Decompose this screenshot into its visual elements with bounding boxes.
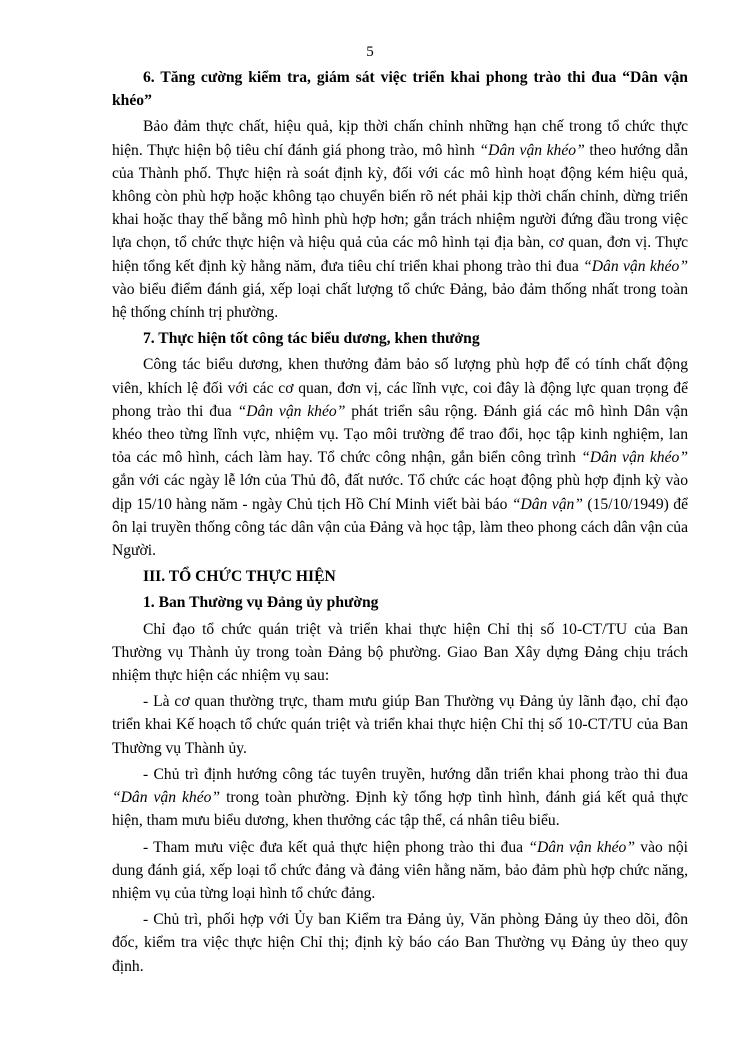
body-paragraph xyxy=(112,690,688,760)
text-run: (15/10/1949) để ôn lại truyền thống công tác dân vận của Đảng và học tập, làm theo phong cách dân vận của Người. xyxy=(112,495,688,560)
text-run: - Chủ trì, phối hợp với Ủy ban Kiểm tra Đảng ủy, Văn phòng Đảng ủy theo dõi, đôn đốc, kiểm tra việc thực hiện Chỉ thị; định kỳ báo cáo Ban Thường vụ Đảng ủy theo quy định. xyxy=(112,911,688,975)
text-run: Bảo đảm thực chất, hiệu quả, kịp thời chấn chỉnh những hạn chế trong tổ chức thực hiện. Thực hiện bộ tiêu chí đánh giá phong trào, mô hình xyxy=(112,118,688,159)
italic-quote: “Dân vận khéo” xyxy=(528,838,636,856)
document-body xyxy=(112,66,688,981)
text-run: Công tác biểu dương, khen thưởng đảm bảo số lượng phù hợp để có tính chất động viên, khích lệ đối với các cơ quan, đơn vị, các lĩnh vực, coi đây là động lực quan trọng để phong trào thi đua xyxy=(112,356,688,420)
italic-quote: “Dân vận khéo” xyxy=(237,402,346,420)
italic-quote: “Dân vận” xyxy=(511,495,583,513)
body-paragraph xyxy=(112,115,688,324)
text-run: vào nội dung đánh giá, xếp loại tổ chức đảng và đảng viên hằng năm, bảo đảm phù hợp chức năng, nhiệm vụ của từng loại hình tổ chức đảng. xyxy=(112,838,688,902)
section-heading: 7. Thực hiện tốt công tác biểu dương, khen thưởng xyxy=(143,330,480,348)
body-paragraph xyxy=(112,353,688,562)
section-heading: III. TỔ CHỨC THỰC HIỆN xyxy=(143,568,336,586)
text-run: gắn với các ngày lễ lớn của Thủ đô, đất nước. Tổ chức các hoạt động phù hợp định kỳ vào dịp 15/10 hàng năm - ngày Chủ tịch Hồ Chí Minh viết bài báo xyxy=(112,472,688,513)
text-run: theo hướng dẫn của Thành phố. Thực hiện rà soát định kỳ, đối với các mô hình hoạt động kém hiệu quả, không còn phù hợp hoặc không tạo chuyển biến rõ nét phải kịp thời chấn chỉnh, dừng triển khai hoặc thay thế bằng mô hình phù hợp hơn; gắn trách nhiệm người đứng đầu trong việc lựa chọn, tổ chức thực hiện và hiệu quả của các mô hình tại địa bàn, cơ quan, đơn vị. Thực hiện tổng kết định kỳ hằng năm, đưa tiêu chí triển khai phong trào thi đua xyxy=(112,141,689,275)
italic-quote: “Dân vận khéo” xyxy=(112,789,221,807)
body-paragraph xyxy=(112,618,688,688)
section-heading: 1. Ban Thường vụ Đảng ủy phường xyxy=(143,594,379,612)
italic-quote: “Dân vận khéo” xyxy=(479,141,585,159)
text-run: - Chủ trì định hướng công tác tuyên truyền, hướng dẫn triển khai phong trào thi đua xyxy=(143,765,688,783)
text-run: Chỉ đạo tổ chức quán triệt và triển khai thực hiện Chỉ thị số 10-CT/TU của Ban Thường vụ Thành ủy trong toàn Đảng bộ phường. Giao Ban Xây dựng Đảng chịu trách nhiệm thực hiện các nhiệm vụ sau: xyxy=(112,620,688,685)
italic-quote: “Dân vận khéo” xyxy=(581,449,688,467)
page-number: 5 xyxy=(366,44,374,60)
text-run: phát triển sâu rộng. Đánh giá các mô hình Dân vận khéo theo từng lĩnh vực, nhiệm vụ. Tạo môi trường để trao đổi, học tập kinh nghiệm, lan tỏa các mô hình, cách làm hay. Tổ chức công nhận, gắn biển công trình xyxy=(112,402,688,467)
body-paragraph xyxy=(112,763,688,833)
text-run: - Tham mưu việc đưa kết quả thực hiện phong trào thi đua xyxy=(143,838,529,856)
italic-quote: “Dân vận khéo” xyxy=(583,257,688,275)
body-paragraph xyxy=(112,908,688,978)
text-run: trong toàn phường. Định kỳ tổng hợp tình hình, đánh giá kết quả thực hiện, tham mưu biểu dương, khen thưởng các tập thể, cá nhân tiêu biểu. xyxy=(112,789,688,830)
section-heading: 6. Tăng cường kiểm tra, giám sát việc triển khai phong trào thi đua “Dân vận khéo” xyxy=(112,69,688,110)
text-run: vào biểu điểm đánh giá, xếp loại chất lượng tổ chức Đảng, bảo đảm thống nhất trong toàn hệ thống chính trị phường. xyxy=(112,280,688,322)
text-run: - Là cơ quan thường trực, tham mưu giúp Ban Thường vụ Đảng ủy lãnh đạo, chỉ đạo triển khai Kế hoạch tổ chức quán triệt và triển khai thực hiện Chỉ thị số 10-CT/TU của Ban Thường vụ Thành ủy. xyxy=(112,693,688,757)
body-paragraph xyxy=(112,836,688,906)
